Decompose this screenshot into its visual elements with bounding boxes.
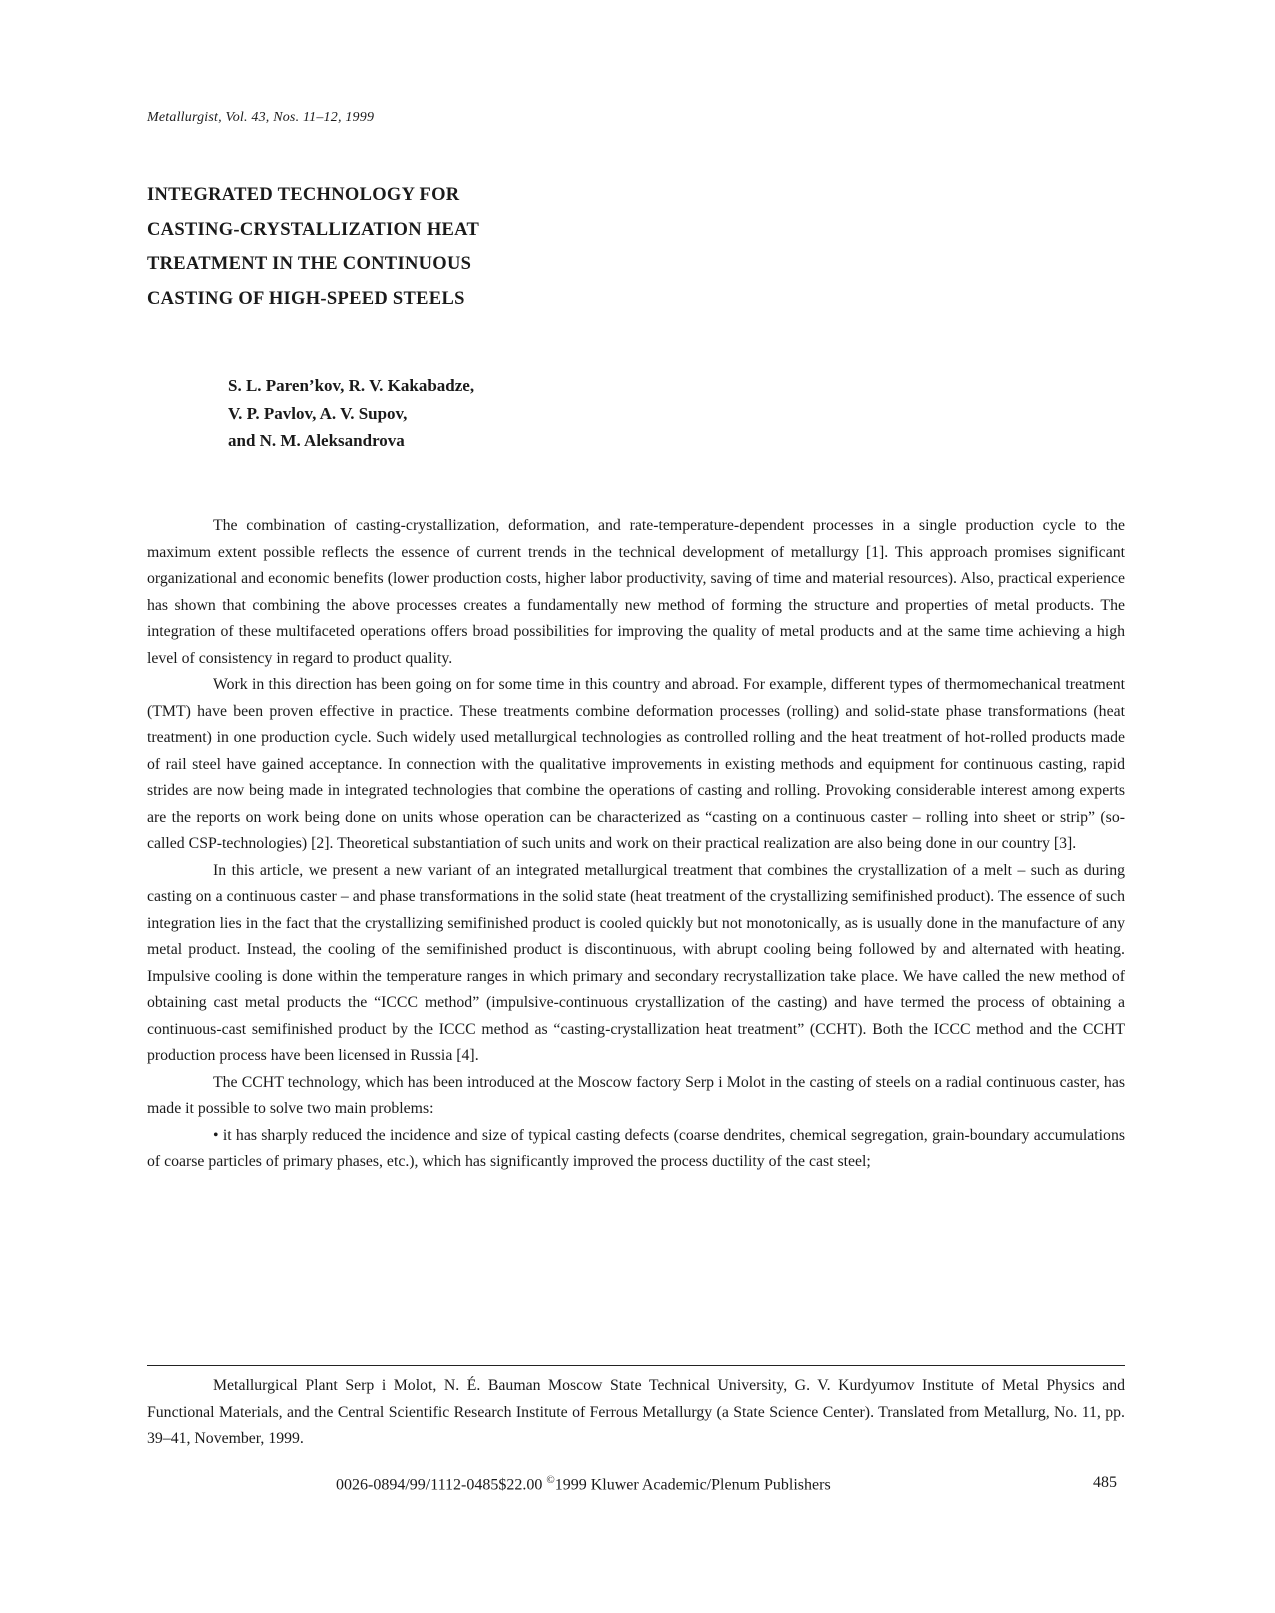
body-paragraph: In this article, we present a new variant of an integrated metallurgical treatment that combines the crystallization of a melt – such as during casting on a continuous caster – and phase transformations in the solid state (heat treatment of the crystallizing semifinished product). The essence of such integration lies in the fact that the crystallizing semifinished product is cooled quickly but not monotonically, as is usually done in the manufacture of any metal product. Instead, the cooling of the semifinished product is discontinuous, with abrupt cooling being followed by and alternated with heating. Impulsive cooling is done within the temperature ranges in which primary and secondary recrystallization take place. We have called the new method of obtaining cast metal products the “ICCC method” (impulsive-continuous crystallization of the casting) and have termed the process of obtaining a continuous-cast semifinished product by the ICCC method as “casting-crystallization heat treatment” (CCHT). Both the ICCC method and the CCHT production process have been licensed in Russia [4].	[147, 861, 1125, 1064]
article-body	[147, 513, 1125, 1176]
author-list	[228, 372, 474, 455]
author-line: and N. M. Aleksandrova	[228, 431, 405, 450]
title-line: CASTING-CRYSTALLIZATION HEAT	[147, 219, 480, 240]
bullet-paragraph: • it has sharply reduced the incidence and size of typical casting defects (coarse dendrites, chemical segregation, grain-boundary accumulations of coarse particles of primary phases, etc.), which has significantly improved the process ductility of the cast steel;	[147, 1126, 1125, 1170]
article-title	[147, 178, 707, 316]
footnote-divider	[147, 1365, 1125, 1366]
issn-code: 0026-0894/99/1112-0485$22.00	[336, 1476, 543, 1494]
body-paragraph: The combination of casting-crystallization, deformation, and rate-temperature-dependent processes in a single production cycle to the maximum extent possible reflects the essence of current trends in the technical development of metallurgy [1]. This approach promises significant organizational and economic benefits (lower production costs, higher labor productivity, saving of time and material resources). Also, practical experience has shown that combining the above processes creates a fundamentally new method of forming the structure and properties of metal products. The integration of these multifaceted operations offers broad possibilities for improving the quality of metal products and at the same time achieving a high level of consistency in regard to product quality.	[147, 517, 1125, 667]
affiliation-footnote: Metallurgical Plant Serp i Molot, N. É. Bauman Moscow State Technical University, G. V. Kurdyumov Institute of Metal Physics and Functional Materials, and the Central Scientific Research Institute of Ferrous Metallurgy (a State Science Center). Translated from Metallurg, No. 11, pp. 39–41, November, 1999.	[147, 1377, 1125, 1447]
body-paragraph: The CCHT technology, which has been introduced at the Moscow factory Serp i Molot in the casting of steels on a radial continuous caster, has made it possible to solve two main problems:	[147, 1073, 1125, 1117]
body-paragraph: Work in this direction has been going on for some time in this country and abroad. For example, different types of thermomechanical treatment (TMT) have been proven effective in practice. These treatments combine deformation processes (rolling) and solid-state phase transformations (heat treatment) in one production cycle. Such widely used metallurgical technologies as controlled rolling and the heat treatment of hot-rolled products made of rail steel have gained acceptance. In connection with the qualitative improvements in existing methods and equipment for continuous casting, rapid strides are now being made in integrated technologies that combine the operations of casting and rolling. Provoking considerable interest among experts are the reports on work being done on units whose operation can be characterized as “casting on a continuous caster – rolling into sheet or strip” (so-called CSP-technologies) [2]. Theoretical substantiation of such units and work on their practical realization are also being done in our country [3].	[147, 676, 1125, 852]
footer-publication-code	[336, 1474, 831, 1494]
page-number: 485	[1093, 1474, 1117, 1491]
title-line: INTEGRATED TECHNOLOGY FOR	[147, 185, 460, 205]
copyright-symbol: ©	[546, 1474, 555, 1486]
author-line: V. P. Pavlov, A. V. Supov,	[228, 403, 408, 423]
author-line: S. L. Paren’kov, R. V. Kakabadze,	[228, 376, 475, 395]
copyright-text: 1999 Kluwer Academic/Plenum Publishers	[554, 1476, 831, 1494]
title-line: CASTING OF HIGH-SPEED STEELS	[147, 288, 465, 309]
journal-citation: Metallurgist, Vol. 43, Nos. 11–12, 1999	[147, 110, 375, 125]
title-line: TREATMENT IN THE CONTINUOUS	[147, 254, 472, 274]
